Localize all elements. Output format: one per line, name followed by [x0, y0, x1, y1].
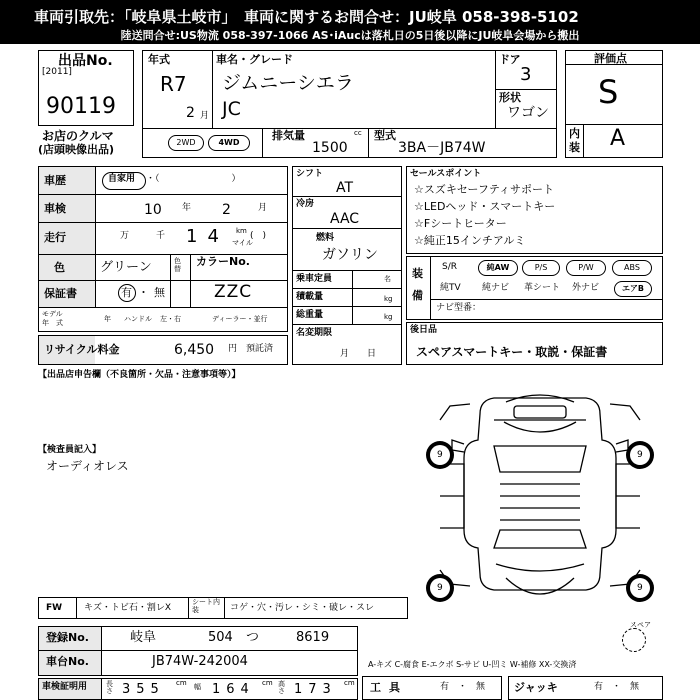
vehicle-damage-diagram [410, 380, 670, 610]
doors-label: ドア [499, 53, 521, 66]
model-code-value: 3BA－JB74W [398, 140, 486, 156]
capacity-label: 乗車定員 [296, 274, 333, 284]
recycle-value: 6,450 [174, 342, 215, 358]
handle-lr: 左・右 [160, 315, 181, 323]
sales-point-4: ☆純正15インチアルミ [414, 234, 526, 247]
doors-value: 3 [520, 64, 532, 85]
inspector-label: 【検査員記入】 [38, 445, 102, 455]
recycle-unit: 円 [228, 344, 238, 354]
color-code: ZZC [214, 282, 253, 302]
seat-interior-value: コゲ・穴・汚レ・シミ・破レ・スレ [230, 603, 375, 613]
ac-label: 冷房 [296, 199, 315, 209]
tools-label: 工具 [370, 681, 408, 694]
cert-length-label: 長さ [106, 680, 113, 695]
declaration-label: 【出品店申告欄（不良箇所・欠品・注意事項等）】 [38, 370, 241, 380]
interior-label-1: 内 [569, 127, 580, 140]
inspector-note: オーディオレス [46, 459, 129, 473]
warranty-dot: ・ [138, 286, 149, 299]
weight-unit: kg [384, 313, 393, 321]
recycle-status: 預託済 [246, 344, 274, 354]
registration-kana: つ [246, 630, 260, 645]
cert-height-label: 高さ [278, 680, 285, 695]
fuel-value: ガソリン [322, 247, 378, 263]
dealer-type: ディーラー・並行 [212, 315, 268, 323]
tire-rear-left: 9 [437, 583, 443, 593]
sales-points-label: セールスポイント [410, 169, 482, 179]
car-name-label: 車名・グレード [216, 53, 293, 66]
cert-width: 164 [212, 682, 255, 697]
cert-length-unit: cm [176, 679, 187, 687]
warranty-label: 保証書 [44, 287, 77, 300]
fw-value: キズ・トビ石・割レX [84, 603, 171, 613]
equipment-label-1: 装 [412, 267, 423, 280]
model-year-label-1: モデル [42, 310, 63, 318]
ac-value: AAC [330, 211, 360, 227]
shift-value: AT [336, 180, 354, 196]
drive-4wd-selected: 4WD [208, 135, 250, 151]
registration-class: 504 [208, 630, 233, 645]
jack-has: 有 [594, 682, 604, 692]
mileage-man-unit: 万 [120, 231, 130, 241]
body-type-value: ワゴン [507, 105, 549, 121]
sales-point-1: ☆スズキセーフティサポート [414, 183, 554, 196]
displacement-label: 排気量 [272, 129, 305, 142]
damage-legend: A-キズ C-腐食 E-エクボ S-サビ U-凹ミ W-補修 XX-交換済 [368, 660, 577, 669]
spare-label: スペア [630, 621, 651, 629]
car-name: ジムニーシエラ [222, 72, 354, 94]
sales-point-3: ☆Fシートヒーター [414, 217, 507, 230]
sales-point-2: ☆LEDヘッド・スマートキー [414, 200, 556, 213]
spare-tire-mark [622, 628, 646, 652]
tools-dot: ・ [458, 682, 468, 692]
fw-label: FW [46, 603, 63, 613]
equip-tv: 純TV [440, 283, 461, 293]
model-year-year: 年 [104, 315, 111, 323]
warranty-yes: 有 [121, 286, 132, 299]
registration-number: 8619 [296, 630, 330, 645]
recycle-label: リサイクル料金 [44, 343, 120, 356]
color-label: 色 [54, 261, 65, 274]
history-other: ・（ ） [146, 174, 241, 184]
model-year-label-2: 年 式 [42, 319, 63, 327]
cert-height: 173 [294, 682, 337, 697]
history-label: 車歴 [44, 174, 66, 187]
fuel-label: 燃料 [316, 233, 335, 243]
mileage-value: 14 [186, 226, 229, 247]
interior-value: A [610, 126, 626, 151]
displacement-unit: cc [354, 129, 362, 137]
year-label: 年式 [148, 53, 170, 66]
score-label: 評価点 [594, 52, 627, 65]
equip-alloy-wheels: 純AW [478, 260, 518, 276]
registration-label: 登録No. [46, 631, 89, 644]
displacement-value: 1500 [312, 140, 348, 156]
load-label: 積載量 [296, 292, 324, 302]
shop-video-note: (店頭映像出品) [38, 143, 115, 156]
car-grade: JC [222, 98, 241, 120]
cert-label: 車検証明用 [42, 682, 88, 692]
mileage-mile-unit: マイル [232, 239, 253, 247]
jack-label: ジャッキ [514, 681, 558, 694]
exhibit-label: 出品No. [58, 53, 113, 69]
history-value: 自家用 [108, 174, 136, 184]
weight-label: 総重量 [296, 310, 324, 320]
later-items-label: 後日品 [410, 325, 438, 335]
header-bar [0, 0, 700, 44]
equip-abs: ABS [612, 260, 652, 276]
handle-label: ハンドル [124, 315, 152, 323]
mileage-km-unit: km [236, 227, 247, 235]
equip-power-windows: P/W [566, 260, 606, 276]
cert-height-unit: cm [344, 679, 355, 687]
tire-front-left: 9 [437, 450, 443, 460]
mileage-label: 走行 [44, 231, 66, 244]
tools-none: 無 [476, 682, 486, 692]
equip-ext-navi: 外ナビ [572, 283, 600, 293]
load-unit: kg [384, 295, 393, 303]
navi-model-label: ナビ型番： [436, 303, 482, 313]
tools-has: 有 [440, 682, 450, 692]
chassis-label: 車台No. [46, 655, 89, 668]
reg-change-unit: 月 日 [340, 349, 377, 359]
chassis-number: JB74W-242004 [152, 654, 248, 669]
year-era: R7 [160, 72, 187, 96]
shift-label: シフト [296, 169, 324, 179]
warranty-no: 無 [154, 286, 165, 299]
cert-width-label: 幅 [194, 683, 201, 691]
drive-2wd-option: 2WD [168, 135, 204, 151]
model-code-label: 型式 [374, 129, 396, 142]
capacity-unit: 名 [384, 275, 391, 283]
cert-width-unit: cm [262, 679, 273, 687]
inspection-month: 2 [222, 202, 231, 218]
year-month-unit: 月 [200, 111, 210, 121]
mileage-mark: ( ) [250, 231, 267, 241]
equip-power-steering: P/S [522, 260, 560, 276]
jack-dot: ・ [612, 682, 622, 692]
equip-airbag: エアB [614, 281, 652, 297]
later-items-value: スペアスマートキー・取説・保証書 [416, 345, 608, 359]
transport-contact-line: 陸送問合せ:US物流 058-397-1066 AS･iAucは落札日の5日後以降にJU岐阜会場から搬出 [120, 29, 580, 42]
year-month: 2 [186, 105, 195, 121]
mileage-sen-unit: 千 [156, 231, 166, 241]
inspection-label: 車検 [44, 202, 66, 215]
color-value: グリーン [100, 260, 152, 275]
score-value: S [598, 73, 619, 111]
equip-sr: S/R [442, 262, 457, 272]
reg-change-label: 名変期限 [296, 328, 333, 338]
inspection-year: 10 [144, 202, 162, 218]
seat-interior-label: シート内装 [192, 598, 220, 614]
shop-car-note: お店のクルマ [42, 129, 114, 143]
equipment-label-2: 備 [412, 289, 423, 302]
equip-leather: 革シート [524, 283, 561, 293]
equip-navi: 純ナビ [482, 283, 510, 293]
inspection-month-unit: 月 [258, 203, 268, 213]
cert-length: 355 [122, 682, 165, 697]
registration-prefecture: 岐阜 [130, 630, 157, 645]
color-number-label: カラーNo. [196, 255, 250, 268]
interior-label-2: 装 [569, 141, 580, 154]
tire-rear-right: 9 [637, 583, 643, 593]
pickup-contact-line: 車両引取先：「岐阜県土岐市」 車両に関するお問合せ：JU岐阜 058-398-5102 [34, 8, 579, 26]
exhibit-number: 90119 [46, 94, 116, 119]
color-change-label: 色替 [174, 257, 181, 274]
body-type-label: 形状 [499, 91, 521, 104]
inspection-year-unit: 年 [182, 203, 192, 213]
tire-front-right: 9 [637, 450, 643, 460]
exhibit-tag: [2011] [42, 67, 72, 77]
jack-none: 無 [630, 682, 640, 692]
